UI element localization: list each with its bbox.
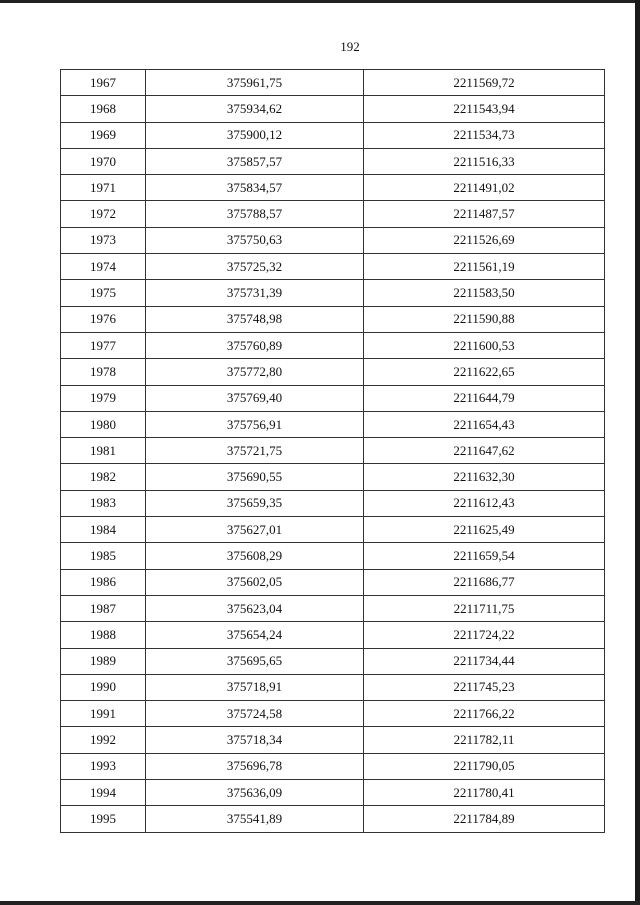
year-cell: 1995 [61, 806, 146, 832]
table-row [61, 306, 605, 332]
y-coordinate-cell: 2211569,72 [364, 70, 605, 96]
year-cell: 1969 [61, 122, 146, 148]
year-cell: 1968 [61, 96, 146, 122]
table-row [61, 70, 605, 96]
table-row [61, 543, 605, 569]
x-coordinate-cell: 375608,29 [146, 543, 364, 569]
x-coordinate-cell: 375541,89 [146, 806, 364, 832]
x-coordinate-cell: 375788,57 [146, 201, 364, 227]
table-row [61, 359, 605, 385]
x-coordinate-cell: 375934,62 [146, 96, 364, 122]
table-row [61, 96, 605, 122]
year-cell: 1973 [61, 227, 146, 253]
y-coordinate-cell: 2211487,57 [364, 201, 605, 227]
y-coordinate-cell: 2211590,88 [364, 306, 605, 332]
y-coordinate-cell: 2211600,53 [364, 332, 605, 358]
year-cell: 1986 [61, 569, 146, 595]
page-number: 192 [340, 39, 360, 54]
table-row [61, 727, 605, 753]
table-body [61, 70, 605, 833]
y-coordinate-cell: 2211654,43 [364, 411, 605, 437]
table-row [61, 438, 605, 464]
table-row [61, 385, 605, 411]
y-coordinate-cell: 2211686,77 [364, 569, 605, 595]
x-coordinate-cell: 375900,12 [146, 122, 364, 148]
y-coordinate-cell: 2211734,44 [364, 648, 605, 674]
table-row [61, 806, 605, 832]
y-coordinate-cell: 2211622,65 [364, 359, 605, 385]
x-coordinate-cell: 375834,57 [146, 175, 364, 201]
y-coordinate-cell: 2211780,41 [364, 780, 605, 806]
y-coordinate-cell: 2211790,05 [364, 753, 605, 779]
x-coordinate-cell: 375718,91 [146, 674, 364, 700]
x-coordinate-cell: 375725,32 [146, 254, 364, 280]
scan-edge-top [0, 0, 640, 3]
table-row [61, 464, 605, 490]
year-cell: 1972 [61, 201, 146, 227]
year-cell: 1989 [61, 648, 146, 674]
table-row [61, 201, 605, 227]
table-row [61, 595, 605, 621]
table-row [61, 227, 605, 253]
table-row [61, 175, 605, 201]
x-coordinate-cell: 375748,98 [146, 306, 364, 332]
year-cell: 1977 [61, 332, 146, 358]
y-coordinate-cell: 2211644,79 [364, 385, 605, 411]
table-row [61, 490, 605, 516]
y-coordinate-cell: 2211724,22 [364, 622, 605, 648]
x-coordinate-cell: 375721,75 [146, 438, 364, 464]
y-coordinate-cell: 2211782,11 [364, 727, 605, 753]
y-coordinate-cell: 2211784,89 [364, 806, 605, 832]
y-coordinate-cell: 2211612,43 [364, 490, 605, 516]
y-coordinate-cell: 2211516,33 [364, 148, 605, 174]
x-coordinate-cell: 375718,34 [146, 727, 364, 753]
table-row [61, 701, 605, 727]
year-cell: 1991 [61, 701, 146, 727]
table-row [61, 148, 605, 174]
x-coordinate-cell: 375659,35 [146, 490, 364, 516]
table-row [61, 122, 605, 148]
table-row [61, 254, 605, 280]
y-coordinate-cell: 2211647,62 [364, 438, 605, 464]
scan-edge-bottom [0, 901, 640, 905]
x-coordinate-cell: 375750,63 [146, 227, 364, 253]
year-cell: 1981 [61, 438, 146, 464]
year-cell: 1982 [61, 464, 146, 490]
year-cell: 1983 [61, 490, 146, 516]
year-cell: 1992 [61, 727, 146, 753]
table-row [61, 517, 605, 543]
x-coordinate-cell: 375654,24 [146, 622, 364, 648]
year-cell: 1984 [61, 517, 146, 543]
table-row [61, 622, 605, 648]
x-coordinate-cell: 375857,57 [146, 148, 364, 174]
x-coordinate-cell: 375695,65 [146, 648, 364, 674]
x-coordinate-cell: 375961,75 [146, 70, 364, 96]
year-cell: 1967 [61, 70, 146, 96]
table-row [61, 280, 605, 306]
y-coordinate-cell: 2211583,50 [364, 280, 605, 306]
year-cell: 1974 [61, 254, 146, 280]
x-coordinate-cell: 375602,05 [146, 569, 364, 595]
x-coordinate-cell: 375623,04 [146, 595, 364, 621]
year-cell: 1975 [61, 280, 146, 306]
scan-edge-right [635, 0, 640, 905]
year-cell: 1985 [61, 543, 146, 569]
table-row [61, 674, 605, 700]
table-row [61, 332, 605, 358]
x-coordinate-cell: 375690,55 [146, 464, 364, 490]
x-coordinate-cell: 375769,40 [146, 385, 364, 411]
x-coordinate-cell: 375724,58 [146, 701, 364, 727]
y-coordinate-cell: 2211766,22 [364, 701, 605, 727]
coordinates-table [60, 69, 605, 833]
y-coordinate-cell: 2211534,73 [364, 122, 605, 148]
x-coordinate-cell: 375772,80 [146, 359, 364, 385]
year-cell: 1994 [61, 780, 146, 806]
x-coordinate-cell: 375760,89 [146, 332, 364, 358]
x-coordinate-cell: 375731,39 [146, 280, 364, 306]
x-coordinate-cell: 375627,01 [146, 517, 364, 543]
table-row [61, 753, 605, 779]
x-coordinate-cell: 375636,09 [146, 780, 364, 806]
x-coordinate-cell: 375756,91 [146, 411, 364, 437]
year-cell: 1978 [61, 359, 146, 385]
year-cell: 1987 [61, 595, 146, 621]
year-cell: 1979 [61, 385, 146, 411]
y-coordinate-cell: 2211561,19 [364, 254, 605, 280]
year-cell: 1971 [61, 175, 146, 201]
year-cell: 1980 [61, 411, 146, 437]
year-cell: 1990 [61, 674, 146, 700]
table-row [61, 411, 605, 437]
y-coordinate-cell: 2211745,23 [364, 674, 605, 700]
y-coordinate-cell: 2211632,30 [364, 464, 605, 490]
x-coordinate-cell: 375696,78 [146, 753, 364, 779]
year-cell: 1988 [61, 622, 146, 648]
year-cell: 1976 [61, 306, 146, 332]
y-coordinate-cell: 2211625,49 [364, 517, 605, 543]
y-coordinate-cell: 2211711,75 [364, 595, 605, 621]
table-row [61, 648, 605, 674]
table-row [61, 569, 605, 595]
year-cell: 1993 [61, 753, 146, 779]
y-coordinate-cell: 2211491,02 [364, 175, 605, 201]
y-coordinate-cell: 2211526,69 [364, 227, 605, 253]
year-cell: 1970 [61, 148, 146, 174]
table-row [61, 780, 605, 806]
y-coordinate-cell: 2211543,94 [364, 96, 605, 122]
y-coordinate-cell: 2211659,54 [364, 543, 605, 569]
